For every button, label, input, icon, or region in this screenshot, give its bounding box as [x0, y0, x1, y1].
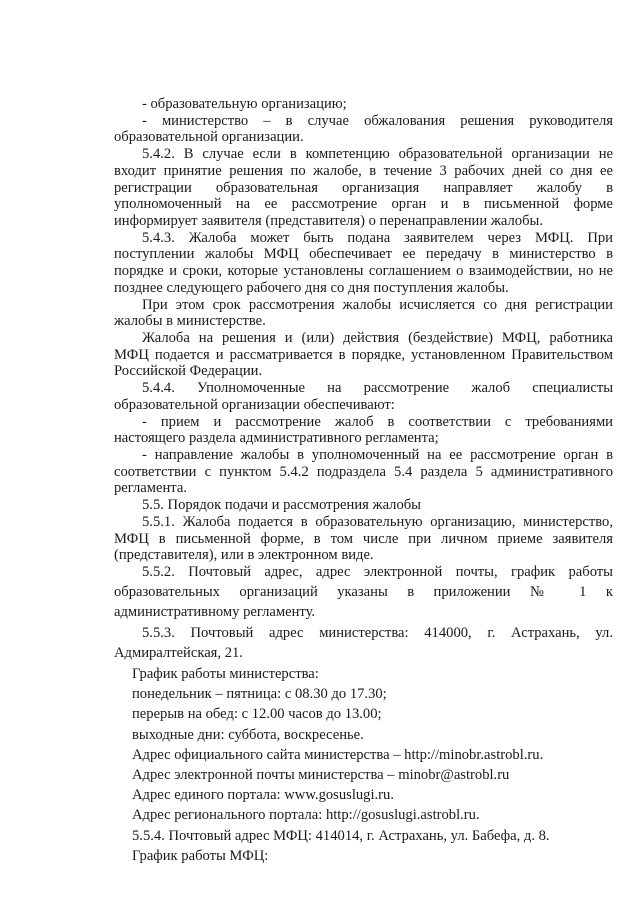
text-line: соответствии с пунктом 5.4.2 подраздела 5.4 раздела 5 административного [114, 463, 613, 480]
text-line: поступлении жалобы МФЦ обеспечивает ее передачу в министерство в [114, 246, 613, 263]
text-line: жалобы в министерстве. [114, 313, 266, 330]
text-line: 5.5.3. Почтовый адрес министерства: 414000, г. Астрахань, ул. [142, 624, 613, 641]
text-line: При этом срок рассмотрения жалобы исчисляется со дня регистрации [142, 296, 613, 313]
text-line: МФЦ подается и рассматривается в порядке, установленном Правительством [114, 346, 613, 363]
text-line: График работы министерства: [132, 666, 319, 682]
text-line: Адрес официального сайта министерства – http://minobr.astrobl.ru. [132, 746, 544, 763]
text-line: регламента. [114, 480, 187, 497]
text-line: перерыв на обед: с 12.00 часов до 13.00; [132, 706, 382, 723]
text-line: Адрес электронной почты министерства – minobr@astrobl.ru [132, 767, 510, 783]
text-line: выходные дни: суббота, воскресенье. [132, 726, 364, 743]
text-line: Адрес единого портала: www.gosuslugi.ru. [132, 787, 394, 804]
text-line: входит принятие решения по жалобе, в течение 3 рабочих дней со дня ее [114, 162, 613, 179]
text-line: регистрации образовательная организация направляет жалобу в [114, 179, 613, 196]
text-line: образовательной организации обеспечивают: [114, 396, 395, 413]
text-line: - образовательную организацию; [142, 96, 347, 112]
text-line: образовательных организаций указаны в приложении № 1 к [114, 584, 613, 601]
text-line: 5.5.1. Жалоба подается в образовательную организацию, министерство, [142, 513, 613, 530]
text-line: Жалоба на решения и (или) действия (бездействие) МФЦ, работника [142, 330, 613, 346]
text-line: 5.4.3. Жалоба может быть подана заявителем через МФЦ. При [142, 229, 613, 246]
text-line: - направление жалобы в уполномоченный на ее рассмотрение орган в [142, 447, 613, 463]
text-line: административному регламенту. [114, 604, 316, 621]
text-line: - министерство – в случае обжалования решения руководителя [142, 112, 613, 129]
text-line: настоящего раздела административного регламента; [114, 430, 439, 447]
text-line: 5.4.4. Уполномоченные на рассмотрение жалоб специалисты [142, 380, 613, 397]
text-line: информирует заявителя (представителя) о перенаправлении жалобы. [114, 213, 543, 229]
text-line: позднее следующего рабочего дня со дня поступления жалобы. [114, 279, 509, 296]
text-line: порядке и сроки, которые установлены соглашением о взаимодействии, но не [114, 263, 613, 280]
text-line: понедельник – пятница: с 08.30 до 17.30; [132, 686, 387, 703]
text-line: уполномоченный на ее рассмотрение орган и в письменной форме [114, 196, 613, 213]
text-line: 5.5.2. Почтовый адрес, адрес электронной почты, график работы [142, 564, 613, 580]
text-line: (представителя), или в электронном виде. [114, 547, 374, 564]
text-line: 5.5.4. Почтовый адрес МФЦ: 414014, г. Астрахань, ул. Бабефа, д. 8. [132, 827, 550, 844]
section-heading: 5.5. Порядок подачи и рассмотрения жалобы [142, 497, 421, 514]
text-line: образовательной организации. [114, 129, 304, 146]
text-line: График работы МФЦ: [132, 847, 269, 864]
text-line: МФЦ в письменной форме, в том числе при личном приеме заявителя [114, 530, 613, 547]
text-line: Российской Федерации. [114, 363, 263, 380]
text-line: Адмиралтейская, 21. [114, 644, 243, 661]
text-line: 5.4.2. В случае если в компетенцию образовательной организации не [142, 146, 613, 163]
text-line: Адрес регионального портала: http://gosuslugi.astrobl.ru. [132, 807, 480, 824]
text-line: - прием и рассмотрение жалоб в соответствии с требованиями [142, 413, 613, 430]
